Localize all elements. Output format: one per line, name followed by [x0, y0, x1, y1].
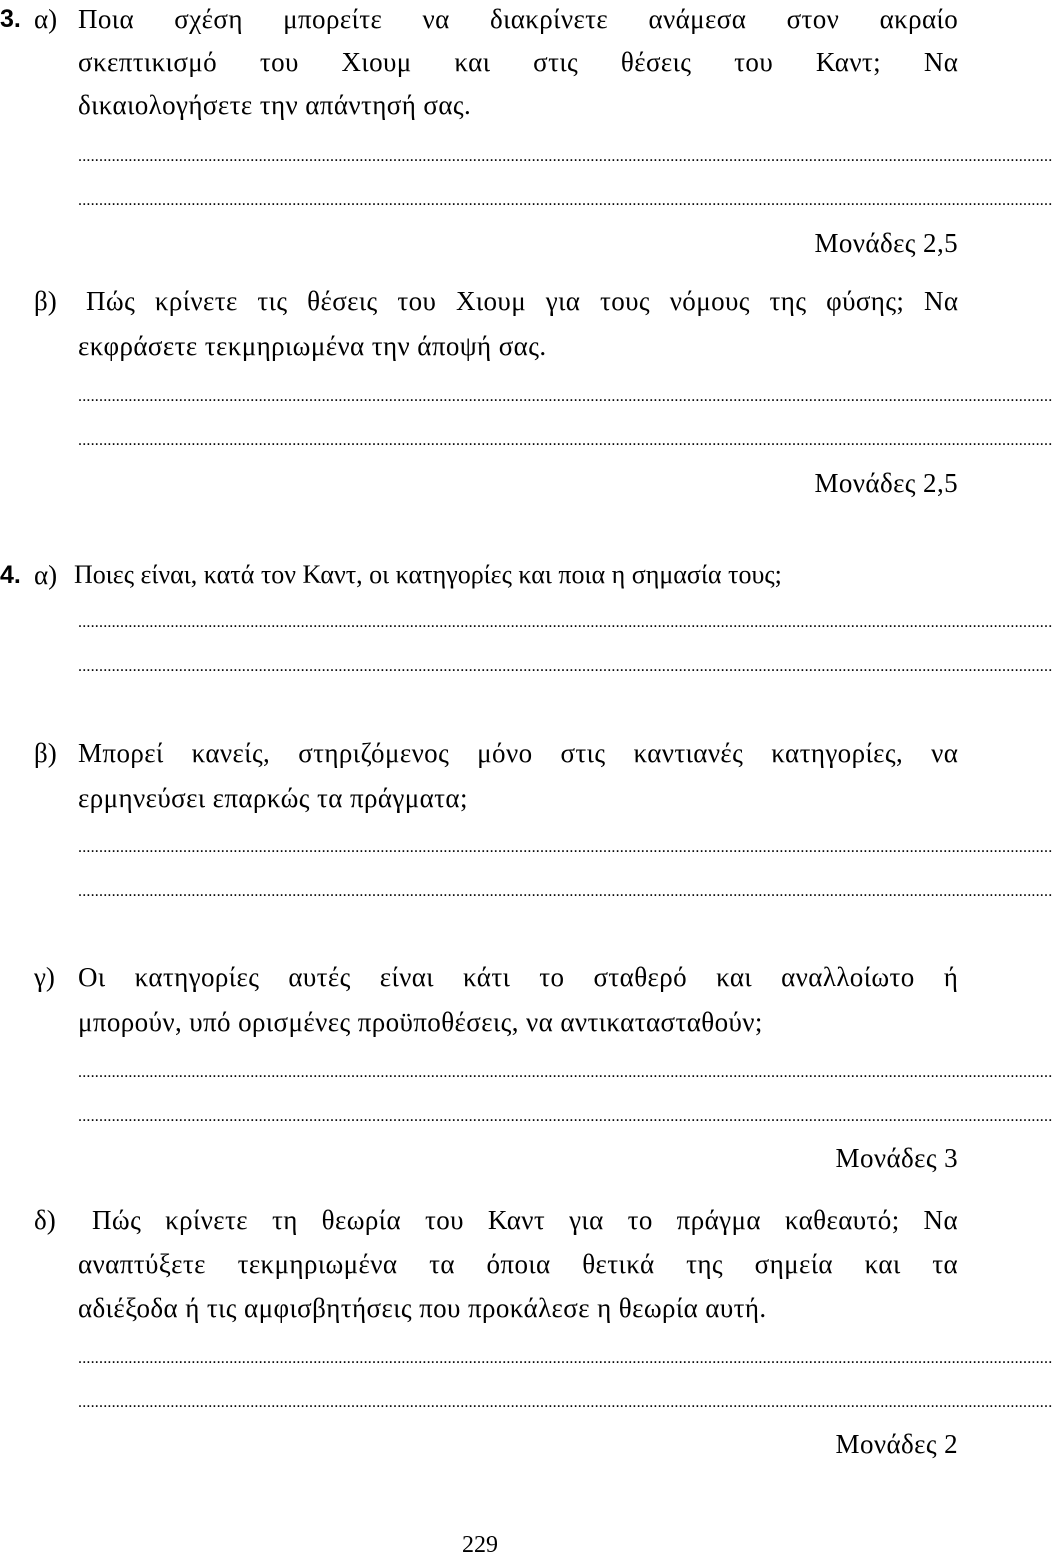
marks-3a: Μονάδες 2,5: [814, 228, 958, 258]
question-4c-line-2: μπορούν, υπό ορισμένες προϋποθέσεις, να αντικατασταθούν;: [78, 1007, 763, 1037]
question-4d-label: δ): [34, 1205, 56, 1235]
question-3b-label: β): [34, 286, 57, 316]
question-4a-line-1: Ποιες είναι, κατά τον Καντ, οι κατηγορίες και ποια η σημασία τους;: [74, 560, 782, 589]
question-4d-line-3: αδιέξοδα ή τις αμφισβητήσεις που προκάλεσε η θεωρία αυτή.: [78, 1293, 767, 1323]
marks-4d: Μονάδες 2: [835, 1429, 958, 1459]
question-number-4: 4.: [0, 561, 21, 589]
answer-line: ........................................................................................................................................................................................................................................: [78, 1108, 1052, 1125]
answer-line: ........................................................................................................................................................................................................................................: [78, 839, 1052, 856]
question-4b-line-2: ερμηνεύσει επαρκώς τα πράγματα;: [78, 783, 468, 813]
answer-line: ........................................................................................................................................................................................................................................: [78, 388, 1052, 405]
question-number-3: 3.: [0, 5, 21, 33]
question-4d-line-1: Πώς κρίνετε τη θεωρία του Καντ για το πράγμα καθεαυτό; Να: [92, 1205, 958, 1235]
answer-line: ........................................................................................................................................................................................................................................: [78, 1350, 1052, 1367]
question-3b-line-1: Πώς κρίνετε τις θέσεις του Χιουμ για τους νόμους της φύσης; Να: [86, 286, 959, 316]
answer-line: ........................................................................................................................................................................................................................................: [78, 658, 1052, 675]
question-4d-line-2: αναπτύξετε τεκμηριωμένα τα όποια θετικά της σημεία και τα: [78, 1249, 959, 1279]
question-4a-label: α): [34, 560, 58, 590]
answer-line: ........................................................................................................................................................................................................................................: [78, 1064, 1052, 1081]
answer-line: ........................................................................................................................................................................................................................................: [78, 148, 1052, 165]
answer-line: ........................................................................................................................................................................................................................................: [78, 192, 1052, 209]
answer-line: ........................................................................................................................................................................................................................................: [78, 614, 1052, 631]
question-3a-line-3: δικαιολογήσετε την απάντησή σας.: [78, 90, 472, 120]
answer-line: ........................................................................................................................................................................................................................................: [78, 883, 1052, 900]
page-number: 229: [462, 1532, 498, 1558]
question-4b-line-1: Μπορεί κανείς, στηριζόμενος μόνο στις καντιανές κατηγορίες, να: [78, 738, 959, 768]
question-3a-label: α): [34, 4, 58, 34]
question-4b-label: β): [34, 738, 57, 768]
question-4c-line-1: Οι κατηγορίες αυτές είναι κάτι το σταθερό και αναλλοίωτο ή: [78, 962, 959, 992]
question-3b-line-2: εκφράσετε τεκμηριωμένα την άποψή σας.: [78, 331, 547, 361]
question-4c-label: γ): [34, 962, 55, 992]
marks-3b: Μονάδες 2,5: [814, 468, 958, 498]
question-3a-line-2: σκεπτικισμό του Χιουμ και στις θέσεις του Καντ; Να: [78, 47, 959, 77]
question-3a-line-1: Ποια σχέση μπορείτε να διακρίνετε ανάμεσα στον ακραίο: [78, 4, 959, 34]
answer-line: ........................................................................................................................................................................................................................................: [78, 432, 1052, 449]
marks-4c: Μονάδες 3: [835, 1143, 958, 1173]
answer-line: ........................................................................................................................................................................................................................................: [78, 1394, 1052, 1411]
